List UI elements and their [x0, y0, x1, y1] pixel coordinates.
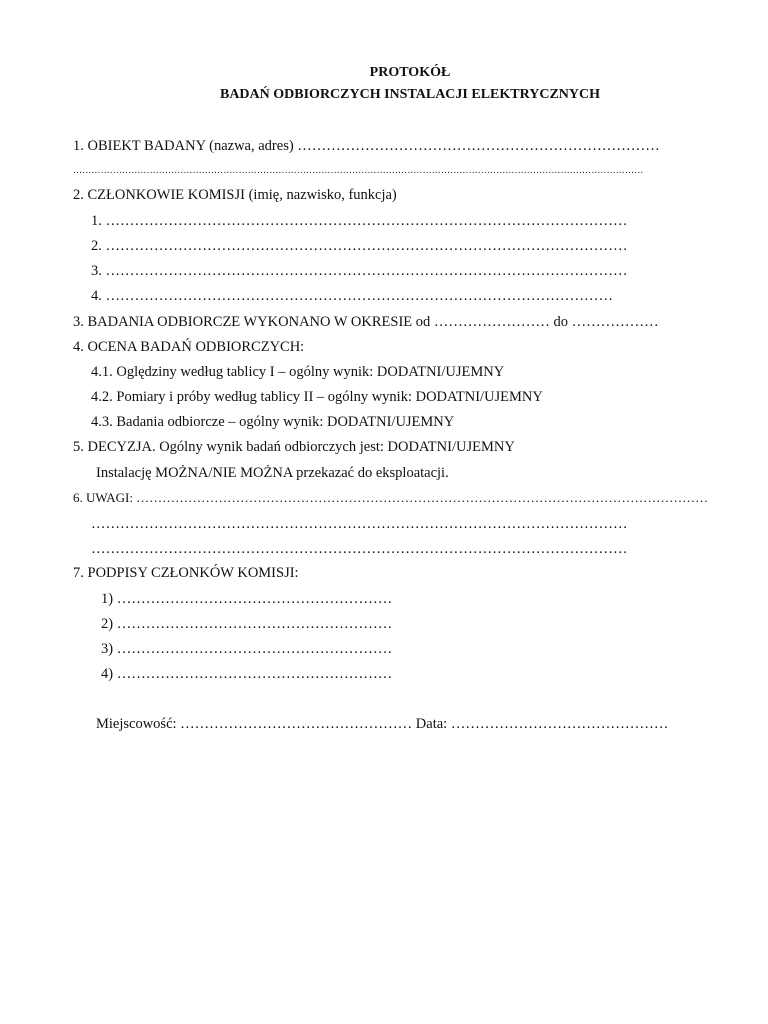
document-subtitle: BADAŃ ODBIORCZYCH INSTALACJI ELEKTRYCZNYCH — [219, 87, 601, 102]
section-6-remarks: 6. UWAGI: …………………………………………………………………………………………………………………… — [73, 490, 709, 505]
signature-line-4: 4) ………………………………………………… — [101, 666, 393, 682]
document-title: PROTOKÓŁ — [369, 65, 451, 80]
section-1-object: 1. OBIEKT BADANY (nazwa, adres) ………………………………………………………………… — [73, 138, 660, 154]
remarks-line-2: ………………………………………………………………………………………………… — [91, 541, 628, 557]
signature-line-3: 3) ………………………………………………… — [101, 641, 393, 657]
signature-line-2: 2) ………………………………………………… — [101, 616, 393, 632]
section-3-period: 3. BADANIA ODBIORCZE WYKONANO W OKRESIE od …………………… do ……………… — [73, 314, 659, 330]
signature-line-1: 1) ………………………………………………… — [101, 591, 393, 607]
member-line-3: 3. ……………………………………………………………………………………………… — [91, 263, 628, 279]
section-5-handover: Instalację MOŻNA/NIE MOŻNA przekazać do eksploatacji. — [96, 465, 449, 481]
assessment-item-4-1: 4.1. Oględziny według tablicy I – ogólny wynik: DODATNI/UJEMNY — [91, 364, 505, 380]
section-1-continuation: …………………………………………………………………………………………………………………………………………………………………… — [73, 165, 644, 175]
member-line-4: 4. …………………………………………………………………………………………… — [91, 288, 613, 304]
section-5-decision: 5. DECYZJA. Ogólny wynik badań odbiorczych jest: DODATNI/UJEMNY — [73, 439, 515, 455]
section-7-heading: 7. PODPISY CZŁONKÓW KOMISJI: — [73, 565, 299, 581]
section-4-heading: 4. OCENA BADAŃ ODBIORCZYCH: — [73, 339, 305, 355]
place-date-line: Miejscowość: ………………………………………… Data: ……………………………………… — [96, 716, 669, 732]
section-2-heading: 2. CZŁONKOWIE KOMISJI (imię, nazwisko, funkcja) — [73, 187, 397, 203]
assessment-item-4-3: 4.3. Badania odbiorcze – ogólny wynik: DODATNI/UJEMNY — [91, 414, 455, 430]
member-line-2: 2. ……………………………………………………………………………………………… — [91, 238, 628, 254]
remarks-line-1: ………………………………………………………………………………………………… — [91, 516, 628, 532]
assessment-item-4-2: 4.2. Pomiary i próby według tablicy II – ogólny wynik: DODATNI/UJEMNY — [91, 389, 543, 405]
member-line-1: 1. ……………………………………………………………………………………………… — [91, 213, 628, 229]
